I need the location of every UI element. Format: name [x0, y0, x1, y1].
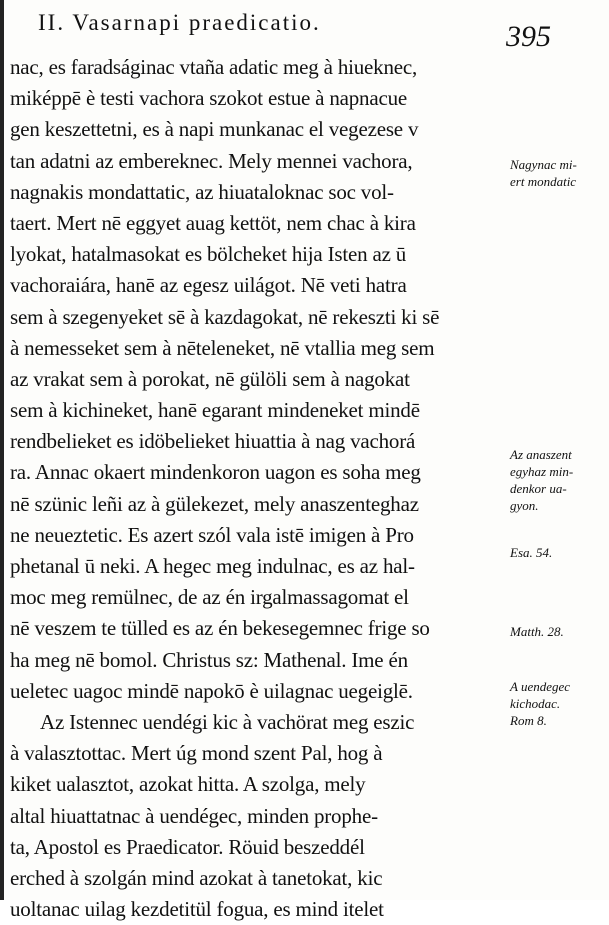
text-line: phetanal ū neki. A hegec meg indulnac, es az hal-	[10, 554, 415, 578]
margin-note-line: gyon.	[510, 498, 539, 513]
margin-note-line: ert mondatic	[510, 174, 577, 189]
text-line: moc meg remülnec, de az én irgalmassagomat el	[10, 585, 409, 610]
text-line: vachoraiára, hanē az egesz uilágot. Nē veti hatra	[10, 273, 407, 298]
margin-note-esaias	[510, 544, 608, 561]
margin-note-line: Nagynac mi-	[510, 157, 577, 172]
text-line: nē veszem te tülled es az én bekesegemnec frige so	[10, 616, 430, 641]
margin-note-anaszent-egyhaz	[510, 446, 608, 514]
text-line: ta, Apostol es Praedicator. Röuid beszeddél	[10, 834, 365, 859]
paragraph-first-line: Az Istennec uendégi kic à vachörat meg eszic	[40, 709, 415, 734]
text-line: sem à szegenyeket sē à kazdagokat, nē rekeszti ki sē	[10, 304, 440, 329]
text-line: gen keszettetni, es à napi munkanac el vegezese v	[10, 117, 419, 142]
main-text-block	[10, 52, 507, 925]
margin-note-line: Rom 8.	[510, 713, 547, 728]
page-edge-shadow	[0, 0, 4, 900]
text-line: taert. Mert nē eggyet auag kettöt, nem chac à kira	[10, 210, 416, 235]
margin-note-line: kichodac.	[510, 696, 561, 711]
text-line: nē szünic leñi az à gülekezet, mely anaszenteghaz	[10, 491, 419, 516]
text-line: az vrakat sem à porokat, nē gülöli sem à nagokat	[10, 366, 410, 391]
text-line: lyokat, hatalmasokat es bölcheket hija Isten az ū	[10, 242, 407, 267]
margin-note-line: Az anaszent	[510, 447, 572, 462]
text-line: tan adatni az embereknec. Mely mennei vachora,	[10, 148, 413, 173]
margin-note-matthaeus	[510, 623, 608, 640]
text-line: sem à kichineket, hanē egarant mindeneket mindē	[10, 398, 420, 423]
text-line: ueletec uagoc mindē napokō è uilagnac uegeiglē.	[10, 678, 413, 703]
margin-note-line: egyhaz min-	[510, 464, 574, 479]
text-line: rendbelieket es idöbelieket hiuattia à nag vachorá	[10, 429, 416, 454]
margin-note-uendegec	[510, 678, 608, 729]
text-line: nac, es faradságinac vtaña adatic meg à hiueknec,	[10, 55, 418, 79]
text-line: miképpē è testi vachora szokot estue à napnacue	[10, 86, 408, 111]
running-title: II. Vasarnapi praedicatio.	[38, 10, 321, 35]
text-line: nagnakis mondattatic, az hiuataloknac soc vol-	[10, 179, 394, 204]
text-line: erched à szolgán mind azokat à tanetokat, kic	[10, 865, 383, 890]
margin-note-line: A uendegec	[510, 679, 571, 694]
text-line: ne neueztetic. Es azert szól vala istē imigen à Pro	[10, 522, 414, 547]
margin-note-line: denkor ua-	[510, 481, 567, 496]
margin-note-nagynac	[510, 156, 608, 190]
text-line: uoltanac uilag kezdetitül fogua, es mind itelet	[10, 897, 384, 922]
text-line: à valasztottac. Mert úg mond szent Pal, hog à	[10, 741, 383, 766]
margin-note-line: Esa. 54.	[510, 545, 553, 560]
text-line: ra. Annac okaert mindenkoron uagon es soha meg	[10, 460, 421, 485]
text-line: altal hiuattatnac à uendégec, minden prophe-	[10, 803, 378, 828]
text-line: kiket ualasztot, azokat hitta. A szolga, mely	[10, 772, 366, 797]
margin-note-line: Matth. 28.	[510, 624, 564, 639]
text-line: ha meg nē bomol. Christus sz: Mathenal. Ime én	[10, 647, 408, 672]
page-number: 395	[506, 20, 551, 53]
text-line: à nemesseket sem à nēteleneket, nē vtallia meg sem	[10, 335, 435, 360]
